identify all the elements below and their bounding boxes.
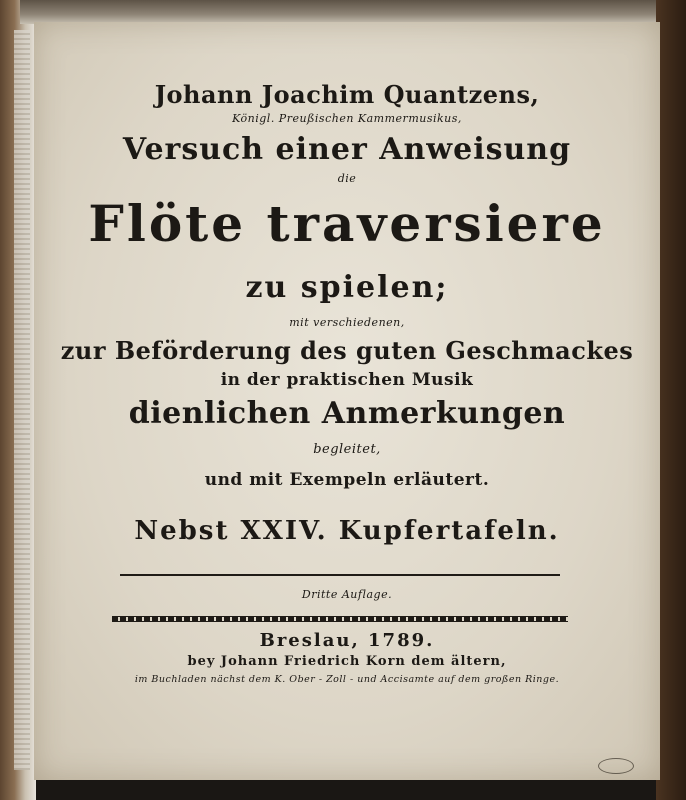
mit-verschiedenen: mit verschiedenen,: [289, 316, 405, 329]
exempeln-line: und mit Exempeln erläutert.: [204, 470, 490, 490]
publisher-line: bey Johann Friedrich Korn dem ältern,: [187, 654, 507, 669]
title-die: die: [337, 172, 357, 185]
main-title: Flöte traversiere: [88, 194, 606, 253]
plates-line: Nebst XXIV. Kupfertafeln.: [134, 516, 560, 546]
edition-note: Dritte Auflage.: [301, 588, 393, 601]
author-title: Königl. Preußischen Kammermusikus,: [232, 112, 462, 125]
ornamental-rule: [112, 616, 568, 622]
title-page: [34, 22, 660, 780]
book-cover-board: [656, 0, 686, 800]
binding-strip: [14, 30, 30, 770]
page-mark: [598, 758, 634, 774]
title-line-3: zu spielen;: [245, 270, 449, 305]
divider-rule: [120, 574, 560, 576]
subtitle-1: zur Beförderung des guten Geschmackes: [60, 336, 634, 365]
place-year: Breslau, 1789.: [259, 630, 435, 651]
book-top-edge: [20, 0, 660, 24]
author-name: Johann Joachim Quantzens,: [154, 80, 540, 109]
subtitle-3: dienlichen Anmerkungen: [128, 396, 566, 431]
address-line: im Buchladen nächst dem K. Ober - Zoll - und Accisamte auf dem großen Ringe.: [134, 674, 560, 685]
title-line-1: Versuch einer Anweisung: [122, 132, 572, 167]
begleitet: begleitet,: [313, 442, 381, 457]
subtitle-2: in der praktischen Musik: [220, 370, 474, 390]
